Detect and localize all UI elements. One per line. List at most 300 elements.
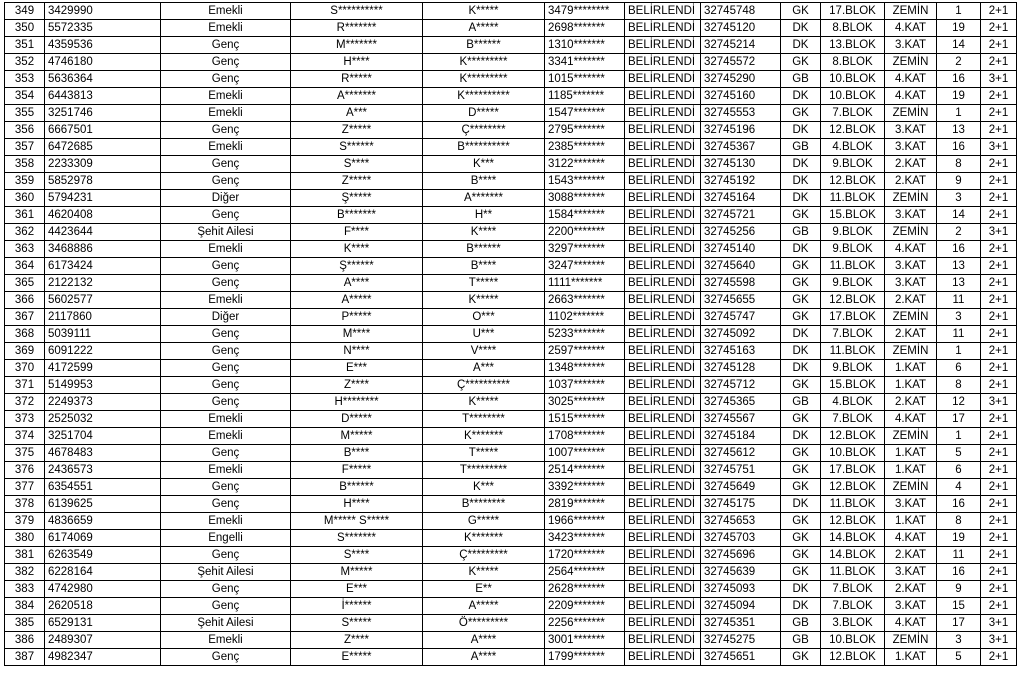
- tc-number-cell: 2795*******: [545, 122, 625, 139]
- first-name-cell: D*****: [291, 411, 423, 428]
- unit-code-cell: 32745092: [701, 326, 781, 343]
- first-name-cell: R*****: [291, 71, 423, 88]
- unit-type-cell: GB: [781, 71, 821, 88]
- room-type-cell: 2+1: [981, 479, 1017, 496]
- first-name-cell: A***: [291, 105, 423, 122]
- unit-code-cell: 32745696: [701, 547, 781, 564]
- apartment-number-cell: 2: [937, 54, 981, 71]
- category-cell: Engelli: [161, 530, 291, 547]
- applicant-id-cell: 2249373: [45, 394, 161, 411]
- unit-type-cell: GK: [781, 292, 821, 309]
- apartment-number-cell: 17: [937, 411, 981, 428]
- floor-cell: 2.KAT: [885, 326, 937, 343]
- unit-type-cell: DK: [781, 156, 821, 173]
- block-cell: 12.BLOK: [821, 428, 885, 445]
- row-number-cell: 366: [5, 292, 45, 309]
- first-name-cell: A****: [291, 275, 423, 292]
- last-name-cell: K*****: [423, 3, 545, 20]
- first-name-cell: S******: [291, 139, 423, 156]
- last-name-cell: T*****: [423, 445, 545, 462]
- room-type-cell: 2+1: [981, 309, 1017, 326]
- unit-type-cell: GK: [781, 513, 821, 530]
- room-type-cell: 3+1: [981, 394, 1017, 411]
- floor-cell: 1.KAT: [885, 377, 937, 394]
- unit-code-cell: 32745164: [701, 190, 781, 207]
- row-number-cell: 373: [5, 411, 45, 428]
- floor-cell: ZEMİN: [885, 428, 937, 445]
- unit-type-cell: DK: [781, 88, 821, 105]
- first-name-cell: B*******: [291, 207, 423, 224]
- apartment-number-cell: 6: [937, 462, 981, 479]
- floor-cell: 2.KAT: [885, 547, 937, 564]
- status-cell: BELİRLENDİ: [625, 394, 701, 411]
- apartment-number-cell: 8: [937, 377, 981, 394]
- apartment-number-cell: 6: [937, 360, 981, 377]
- last-name-cell: B******: [423, 241, 545, 258]
- applicant-id-cell: 3429990: [45, 3, 161, 20]
- applicant-id-cell: 2233309: [45, 156, 161, 173]
- first-name-cell: Ş*****: [291, 190, 423, 207]
- floor-cell: 2.KAT: [885, 156, 937, 173]
- table-row: [5, 496, 1017, 513]
- category-cell: Genç: [161, 122, 291, 139]
- tc-number-cell: 1015*******: [545, 71, 625, 88]
- table-row: [5, 598, 1017, 615]
- apartment-number-cell: 19: [937, 88, 981, 105]
- last-name-cell: T********: [423, 411, 545, 428]
- block-cell: 12.BLOK: [821, 479, 885, 496]
- unit-code-cell: 32745553: [701, 105, 781, 122]
- first-name-cell: E***: [291, 360, 423, 377]
- unit-code-cell: 32745160: [701, 88, 781, 105]
- row-number-cell: 378: [5, 496, 45, 513]
- status-cell: BELİRLENDİ: [625, 581, 701, 598]
- block-cell: 12.BLOK: [821, 292, 885, 309]
- allocation-table: [4, 2, 1017, 666]
- last-name-cell: B**********: [423, 139, 545, 156]
- row-number-cell: 352: [5, 54, 45, 71]
- category-cell: Şehit Ailesi: [161, 615, 291, 632]
- applicant-id-cell: 4359536: [45, 37, 161, 54]
- room-type-cell: 2+1: [981, 241, 1017, 258]
- applicant-id-cell: 5602577: [45, 292, 161, 309]
- tc-number-cell: 3001*******: [545, 632, 625, 649]
- apartment-number-cell: 3: [937, 632, 981, 649]
- room-type-cell: 3+1: [981, 632, 1017, 649]
- apartment-number-cell: 1: [937, 428, 981, 445]
- block-cell: 11.BLOK: [821, 496, 885, 513]
- tc-number-cell: 3297*******: [545, 241, 625, 258]
- first-name-cell: H****: [291, 496, 423, 513]
- row-number-cell: 359: [5, 173, 45, 190]
- room-type-cell: 3+1: [981, 139, 1017, 156]
- unit-code-cell: 32745163: [701, 343, 781, 360]
- category-cell: Genç: [161, 71, 291, 88]
- room-type-cell: 2+1: [981, 156, 1017, 173]
- unit-type-cell: DK: [781, 598, 821, 615]
- unit-type-cell: DK: [781, 326, 821, 343]
- unit-type-cell: GK: [781, 54, 821, 71]
- unit-code-cell: 32745175: [701, 496, 781, 513]
- unit-code-cell: 32745290: [701, 71, 781, 88]
- applicant-id-cell: 4620408: [45, 207, 161, 224]
- last-name-cell: K*******: [423, 428, 545, 445]
- unit-type-cell: GK: [781, 530, 821, 547]
- category-cell: Emekli: [161, 241, 291, 258]
- room-type-cell: 2+1: [981, 411, 1017, 428]
- last-name-cell: K**********: [423, 88, 545, 105]
- first-name-cell: H****: [291, 54, 423, 71]
- table-row: [5, 632, 1017, 649]
- applicant-id-cell: 6263549: [45, 547, 161, 564]
- applicant-id-cell: 4742980: [45, 581, 161, 598]
- last-name-cell: Ç*********: [423, 547, 545, 564]
- applicant-id-cell: 6443813: [45, 88, 161, 105]
- unit-code-cell: 32745256: [701, 224, 781, 241]
- category-cell: Emekli: [161, 292, 291, 309]
- category-cell: Şehit Ailesi: [161, 224, 291, 241]
- applicant-id-cell: 4982347: [45, 649, 161, 666]
- table-row: [5, 71, 1017, 88]
- room-type-cell: 2+1: [981, 649, 1017, 666]
- category-cell: Genç: [161, 54, 291, 71]
- status-cell: BELİRLENDİ: [625, 20, 701, 37]
- row-number-cell: 363: [5, 241, 45, 258]
- last-name-cell: K****: [423, 224, 545, 241]
- first-name-cell: H********: [291, 394, 423, 411]
- floor-cell: ZEMİN: [885, 224, 937, 241]
- apartment-number-cell: 16: [937, 71, 981, 88]
- tc-number-cell: 3423*******: [545, 530, 625, 547]
- first-name-cell: B****: [291, 445, 423, 462]
- table-row: [5, 207, 1017, 224]
- floor-cell: 4.KAT: [885, 20, 937, 37]
- unit-code-cell: 32745653: [701, 513, 781, 530]
- status-cell: BELİRLENDİ: [625, 513, 701, 530]
- block-cell: 9.BLOK: [821, 241, 885, 258]
- apartment-number-cell: 8: [937, 156, 981, 173]
- first-name-cell: A*****: [291, 292, 423, 309]
- unit-type-cell: DK: [781, 37, 821, 54]
- block-cell: 8.BLOK: [821, 54, 885, 71]
- status-cell: BELİRLENDİ: [625, 462, 701, 479]
- table-row: [5, 547, 1017, 564]
- applicant-id-cell: 6667501: [45, 122, 161, 139]
- first-name-cell: Z*****: [291, 173, 423, 190]
- floor-cell: ZEMİN: [885, 54, 937, 71]
- block-cell: 12.BLOK: [821, 173, 885, 190]
- row-number-cell: 376: [5, 462, 45, 479]
- table-row: [5, 258, 1017, 275]
- last-name-cell: B********: [423, 496, 545, 513]
- tc-number-cell: 2256*******: [545, 615, 625, 632]
- first-name-cell: Z****: [291, 377, 423, 394]
- category-cell: Emekli: [161, 632, 291, 649]
- table-row: [5, 564, 1017, 581]
- table-row: [5, 37, 1017, 54]
- table-row: [5, 20, 1017, 37]
- row-number-cell: 375: [5, 445, 45, 462]
- status-cell: BELİRLENDİ: [625, 547, 701, 564]
- row-number-cell: 357: [5, 139, 45, 156]
- block-cell: 10.BLOK: [821, 88, 885, 105]
- table-row: [5, 292, 1017, 309]
- applicant-id-cell: 4172599: [45, 360, 161, 377]
- category-cell: Genç: [161, 37, 291, 54]
- row-number-cell: 380: [5, 530, 45, 547]
- tc-number-cell: 1547*******: [545, 105, 625, 122]
- apartment-number-cell: 11: [937, 326, 981, 343]
- unit-type-cell: DK: [781, 122, 821, 139]
- block-cell: 9.BLOK: [821, 224, 885, 241]
- floor-cell: 4.KAT: [885, 71, 937, 88]
- first-name-cell: M*****: [291, 428, 423, 445]
- status-cell: BELİRLENDİ: [625, 564, 701, 581]
- floor-cell: 4.KAT: [885, 88, 937, 105]
- unit-type-cell: GB: [781, 632, 821, 649]
- unit-type-cell: GK: [781, 564, 821, 581]
- unit-type-cell: GB: [781, 224, 821, 241]
- row-number-cell: 384: [5, 598, 45, 615]
- first-name-cell: S**********: [291, 3, 423, 20]
- first-name-cell: N****: [291, 343, 423, 360]
- unit-type-cell: GB: [781, 139, 821, 156]
- unit-type-cell: DK: [781, 241, 821, 258]
- last-name-cell: U***: [423, 326, 545, 343]
- category-cell: Genç: [161, 343, 291, 360]
- unit-code-cell: 32745128: [701, 360, 781, 377]
- first-name-cell: S****: [291, 547, 423, 564]
- last-name-cell: G*****: [423, 513, 545, 530]
- category-cell: Genç: [161, 394, 291, 411]
- first-name-cell: P*****: [291, 309, 423, 326]
- floor-cell: ZEMİN: [885, 632, 937, 649]
- tc-number-cell: 3392*******: [545, 479, 625, 496]
- unit-code-cell: 32745275: [701, 632, 781, 649]
- tc-number-cell: 1102*******: [545, 309, 625, 326]
- category-cell: Genç: [161, 326, 291, 343]
- table-row: [5, 649, 1017, 666]
- tc-number-cell: 2628*******: [545, 581, 625, 598]
- unit-type-cell: GK: [781, 275, 821, 292]
- apartment-number-cell: 13: [937, 258, 981, 275]
- floor-cell: 3.KAT: [885, 37, 937, 54]
- first-name-cell: M****: [291, 326, 423, 343]
- floor-cell: 4.KAT: [885, 241, 937, 258]
- status-cell: BELİRLENDİ: [625, 598, 701, 615]
- room-type-cell: 2+1: [981, 20, 1017, 37]
- status-cell: BELİRLENDİ: [625, 428, 701, 445]
- applicant-id-cell: 2122132: [45, 275, 161, 292]
- table-row: [5, 173, 1017, 190]
- applicant-id-cell: 5572335: [45, 20, 161, 37]
- row-number-cell: 350: [5, 20, 45, 37]
- floor-cell: 1.KAT: [885, 649, 937, 666]
- floor-cell: 3.KAT: [885, 598, 937, 615]
- apartment-number-cell: 17: [937, 615, 981, 632]
- row-number-cell: 374: [5, 428, 45, 445]
- first-name-cell: F*****: [291, 462, 423, 479]
- tc-number-cell: 1111*******: [545, 275, 625, 292]
- room-type-cell: 2+1: [981, 173, 1017, 190]
- table-body: [5, 3, 1017, 666]
- tc-number-cell: 3122*******: [545, 156, 625, 173]
- tc-number-cell: 2597*******: [545, 343, 625, 360]
- table-row: [5, 445, 1017, 462]
- last-name-cell: K***: [423, 479, 545, 496]
- apartment-number-cell: 5: [937, 445, 981, 462]
- row-number-cell: 349: [5, 3, 45, 20]
- category-cell: Genç: [161, 360, 291, 377]
- last-name-cell: V****: [423, 343, 545, 360]
- unit-code-cell: 32745196: [701, 122, 781, 139]
- room-type-cell: 2+1: [981, 547, 1017, 564]
- unit-type-cell: GK: [781, 377, 821, 394]
- first-name-cell: K****: [291, 241, 423, 258]
- table-row: [5, 122, 1017, 139]
- room-type-cell: 2+1: [981, 564, 1017, 581]
- room-type-cell: 2+1: [981, 3, 1017, 20]
- tc-number-cell: 2209*******: [545, 598, 625, 615]
- unit-code-cell: 32745365: [701, 394, 781, 411]
- tc-number-cell: 1584*******: [545, 207, 625, 224]
- table-row: [5, 479, 1017, 496]
- tc-number-cell: 2564*******: [545, 564, 625, 581]
- block-cell: 12.BLOK: [821, 649, 885, 666]
- unit-type-cell: GK: [781, 105, 821, 122]
- status-cell: BELİRLENDİ: [625, 377, 701, 394]
- tc-number-cell: 1185*******: [545, 88, 625, 105]
- room-type-cell: 2+1: [981, 513, 1017, 530]
- unit-code-cell: 32745140: [701, 241, 781, 258]
- table-row: [5, 309, 1017, 326]
- tc-number-cell: 2663*******: [545, 292, 625, 309]
- applicant-id-cell: 2620518: [45, 598, 161, 615]
- block-cell: 13.BLOK: [821, 37, 885, 54]
- unit-code-cell: 32745367: [701, 139, 781, 156]
- first-name-cell: F****: [291, 224, 423, 241]
- category-cell: Emekli: [161, 139, 291, 156]
- status-cell: BELİRLENDİ: [625, 139, 701, 156]
- last-name-cell: T*****: [423, 275, 545, 292]
- row-number-cell: 367: [5, 309, 45, 326]
- unit-type-cell: GK: [781, 462, 821, 479]
- block-cell: 4.BLOK: [821, 139, 885, 156]
- floor-cell: ZEMİN: [885, 343, 937, 360]
- apartment-number-cell: 14: [937, 207, 981, 224]
- apartment-number-cell: 9: [937, 581, 981, 598]
- apartment-number-cell: 15: [937, 598, 981, 615]
- tc-number-cell: 1310*******: [545, 37, 625, 54]
- apartment-number-cell: 13: [937, 122, 981, 139]
- last-name-cell: A*****: [423, 598, 545, 615]
- status-cell: BELİRLENDİ: [625, 360, 701, 377]
- room-type-cell: 2+1: [981, 207, 1017, 224]
- status-cell: BELİRLENDİ: [625, 88, 701, 105]
- last-name-cell: K*****: [423, 394, 545, 411]
- block-cell: 11.BLOK: [821, 343, 885, 360]
- room-type-cell: 2+1: [981, 445, 1017, 462]
- status-cell: BELİRLENDİ: [625, 207, 701, 224]
- last-name-cell: A***: [423, 360, 545, 377]
- unit-type-cell: GK: [781, 207, 821, 224]
- last-name-cell: Ç**********: [423, 377, 545, 394]
- block-cell: 7.BLOK: [821, 411, 885, 428]
- applicant-id-cell: 6091222: [45, 343, 161, 360]
- floor-cell: 2.KAT: [885, 581, 937, 598]
- apartment-number-cell: 5: [937, 649, 981, 666]
- floor-cell: 3.KAT: [885, 122, 937, 139]
- applicant-id-cell: 2117860: [45, 309, 161, 326]
- unit-type-cell: DK: [781, 428, 821, 445]
- last-name-cell: Ö*********: [423, 615, 545, 632]
- applicant-id-cell: 6354551: [45, 479, 161, 496]
- unit-code-cell: 32745214: [701, 37, 781, 54]
- block-cell: 15.BLOK: [821, 207, 885, 224]
- applicant-id-cell: 6529131: [45, 615, 161, 632]
- applicant-id-cell: 3468886: [45, 241, 161, 258]
- last-name-cell: K*****: [423, 564, 545, 581]
- block-cell: 12.BLOK: [821, 122, 885, 139]
- last-name-cell: B******: [423, 37, 545, 54]
- unit-code-cell: 32745192: [701, 173, 781, 190]
- last-name-cell: K*****: [423, 292, 545, 309]
- unit-type-cell: DK: [781, 20, 821, 37]
- floor-cell: 1.KAT: [885, 462, 937, 479]
- last-name-cell: A*******: [423, 190, 545, 207]
- last-name-cell: O***: [423, 309, 545, 326]
- status-cell: BELİRLENDİ: [625, 54, 701, 71]
- room-type-cell: 2+1: [981, 190, 1017, 207]
- category-cell: Genç: [161, 598, 291, 615]
- unit-code-cell: 32745747: [701, 309, 781, 326]
- unit-type-cell: GK: [781, 649, 821, 666]
- applicant-id-cell: 4746180: [45, 54, 161, 71]
- category-cell: Diğer: [161, 190, 291, 207]
- row-number-cell: 387: [5, 649, 45, 666]
- last-name-cell: T*********: [423, 462, 545, 479]
- row-number-cell: 379: [5, 513, 45, 530]
- row-number-cell: 351: [5, 37, 45, 54]
- category-cell: Genç: [161, 258, 291, 275]
- status-cell: BELİRLENDİ: [625, 445, 701, 462]
- row-number-cell: 382: [5, 564, 45, 581]
- unit-type-cell: DK: [781, 190, 821, 207]
- block-cell: 10.BLOK: [821, 445, 885, 462]
- unit-code-cell: 32745751: [701, 462, 781, 479]
- floor-cell: 2.KAT: [885, 292, 937, 309]
- category-cell: Emekli: [161, 105, 291, 122]
- block-cell: 9.BLOK: [821, 360, 885, 377]
- room-type-cell: 2+1: [981, 530, 1017, 547]
- first-name-cell: Ş******: [291, 258, 423, 275]
- unit-type-cell: GK: [781, 445, 821, 462]
- tc-number-cell: 2698*******: [545, 20, 625, 37]
- table-row: [5, 3, 1017, 20]
- status-cell: BELİRLENDİ: [625, 37, 701, 54]
- status-cell: BELİRLENDİ: [625, 275, 701, 292]
- row-number-cell: 370: [5, 360, 45, 377]
- row-number-cell: 360: [5, 190, 45, 207]
- row-number-cell: 355: [5, 105, 45, 122]
- last-name-cell: K*********: [423, 71, 545, 88]
- first-name-cell: M*******: [291, 37, 423, 54]
- row-number-cell: 365: [5, 275, 45, 292]
- room-type-cell: 2+1: [981, 54, 1017, 71]
- room-type-cell: 2+1: [981, 496, 1017, 513]
- first-name-cell: E***: [291, 581, 423, 598]
- applicant-id-cell: 2489307: [45, 632, 161, 649]
